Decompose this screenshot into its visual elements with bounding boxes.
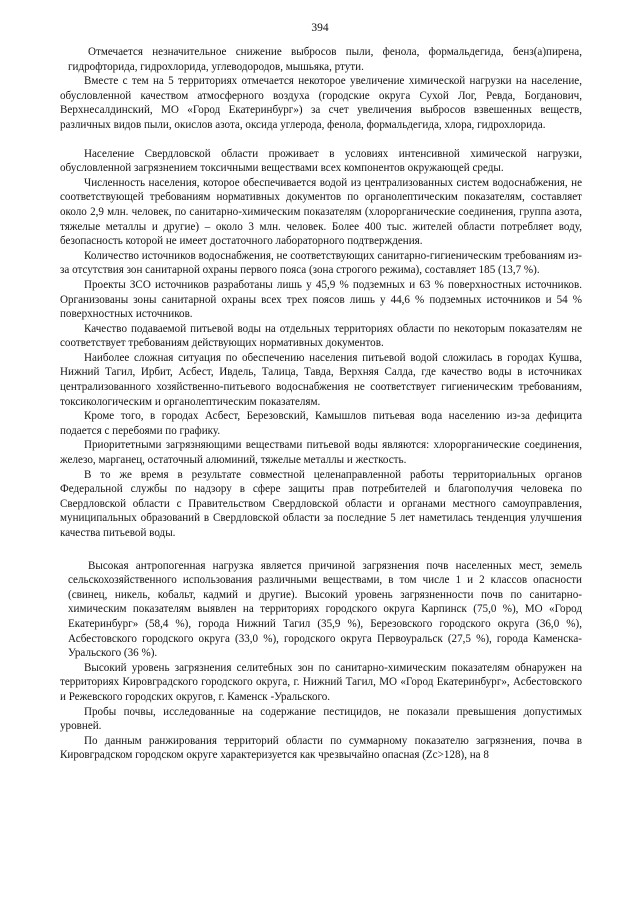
paragraph-water-shortage: Кроме того, в городах Асбест, Березовский, Камышлов питьевая вода населению из-за дефицита подается с перебоями по графику. — [60, 410, 582, 437]
paragraph-priority-pollutants: Приоритетными загрязняющими веществами питьевой воды являются: хлорорганические соединения, железо, марганец, остаточный алюминий, тяжелые металлы и жесткость. — [60, 439, 582, 467]
paragraph-emissions-decrease: Отмечается незначительное снижение выбросов пыли, фенола, формальдегида, бенз(а)пирена, гидрофторида, гидрохлорида, углеводородов, мышьяка, ртути. — [68, 46, 582, 73]
paragraph-water-population: Численность населения, которое обеспечивается водой из централизованных систем водоснабжения, не соответствующей требованиям нормативных документов по органолептическим показателям, составляет около 2,9 млн. человек, по санитарно-химическим показателям (хлорорганические соединения, группа азота, тяжелые металлы и другие) – около 3 млн. человек. Более 400 тыс. жителей области потребляет воду, безопасность которой не имеет достаточного лабораторного подтверждения. — [60, 176, 582, 248]
paragraph-soil-pollution: Высокая антропогенная нагрузка является причиной загрязнения почв населенных мест, земель сельскохозяйственного использования различными веществами, в том числе 1 и 2 классов опасности (свинец, никель, кобальт, кадмий и другие). Высокий уровень загрязненности почв по санитарно-химическим показателям выявлен на территориях городского округа Карпинск (75,0 %), МО «Город Екатеринбург» (58,4 %), города Нижний Тагил (35,9 %), Березовского городского округа (36,0 %), Асбестовского городского округа (33,0 %), городского округа Первоуральск (27,5 %), города Каменска-Уральского (36 %). — [68, 559, 582, 660]
paragraph-pesticides: Пробы почвы, исследованные на содержание пестицидов, не показали превышения допустимых уровней. — [60, 705, 582, 733]
document-body — [60, 45, 582, 763]
paragraph-chemical-load-increase: Вместе с тем на 5 территориях отмечается некоторое увеличение химической нагрузки на население, обусловленной качеством атмосферного воздуха (городские округа Сухой Лог, Ревда, Богданович, Верхнесалдинский, МО «Город Екатеринбург») за счет увеличения выбросов взвешенных веществ, различных видов пыли, окислов азота, оксида углерода, фенола, формальдегида, хлора, гидрохлорида. — [60, 75, 582, 131]
paragraph-improvement-trend: В то же время в результате совместной целенаправленной работы территориальных органов Федеральной службы по надзору в сфере защиты прав потребителей и благополучия человека по Свердловской области с Правительством Свердловской области и органами местного самоуправления, муниципальных образований в Свердловской области за последние 5 лет наметилась тенденция улучшения качества питьевой воды. — [60, 468, 582, 539]
paragraph-population-chemical-load: Население Свердловской области проживает в условиях интенсивной химической нагрузки, обусловленной загрязнением токсичными веществами всех компонентов окружающей среды. — [60, 147, 582, 175]
paragraph-residential-zones: Высокий уровень загрязнения селитебных зон по санитарно-химическим показателям обнаружен на территориях Кировградского городского округа, г. Нижний Тагил, МО «Город Екатеринбург», Асбестовского и Режевского городских округов, г. Каменск -Уральского. — [60, 661, 582, 703]
paragraph-zso-projects: Проекты ЗСО источников разработаны лишь у 45,9 % подземных и 63 % поверхностных источников. Организованы зоны санитарной охраны всех трех поясов лишь у 44,6 % подземных источников и 54 % поверхностных источников. — [60, 278, 582, 321]
paragraph-ranking: По данным ранжирования территорий области по суммарному показателю загрязнения, почва в Кировградском городском округе характеризуется как чрезвычайно опасная (Zc>128), на 8 — [60, 734, 582, 762]
page-number: 394 — [311, 22, 329, 34]
paragraph-water-quality: Качество подаваемой питьевой воды на отдельных территориях области по некоторым показателям не соответствует требованиям действующих нормативных документов. — [60, 322, 582, 350]
paragraph-water-sources: Количество источников водоснабжения, не соответствующих санитарно-гигиеническим требованиям из-за отсутствия зон санитарной охраны первого пояса (зона строгого режима), составляет 185 (13,7 %). — [60, 249, 582, 277]
paragraph-difficult-situation: Наиболее сложная ситуация по обеспечению населения питьевой водой сложилась в городах Кушва, Нижний Тагил, Ирбит, Асбест, Ивдель, Талица, Тавда, Верхняя Салда, где качество воды в источниках централизованного хозяйственно-питьевого водоснабжения не соответствует гигиеническим требованиям, токсикологическим и органолептическим показателям. — [60, 351, 582, 408]
